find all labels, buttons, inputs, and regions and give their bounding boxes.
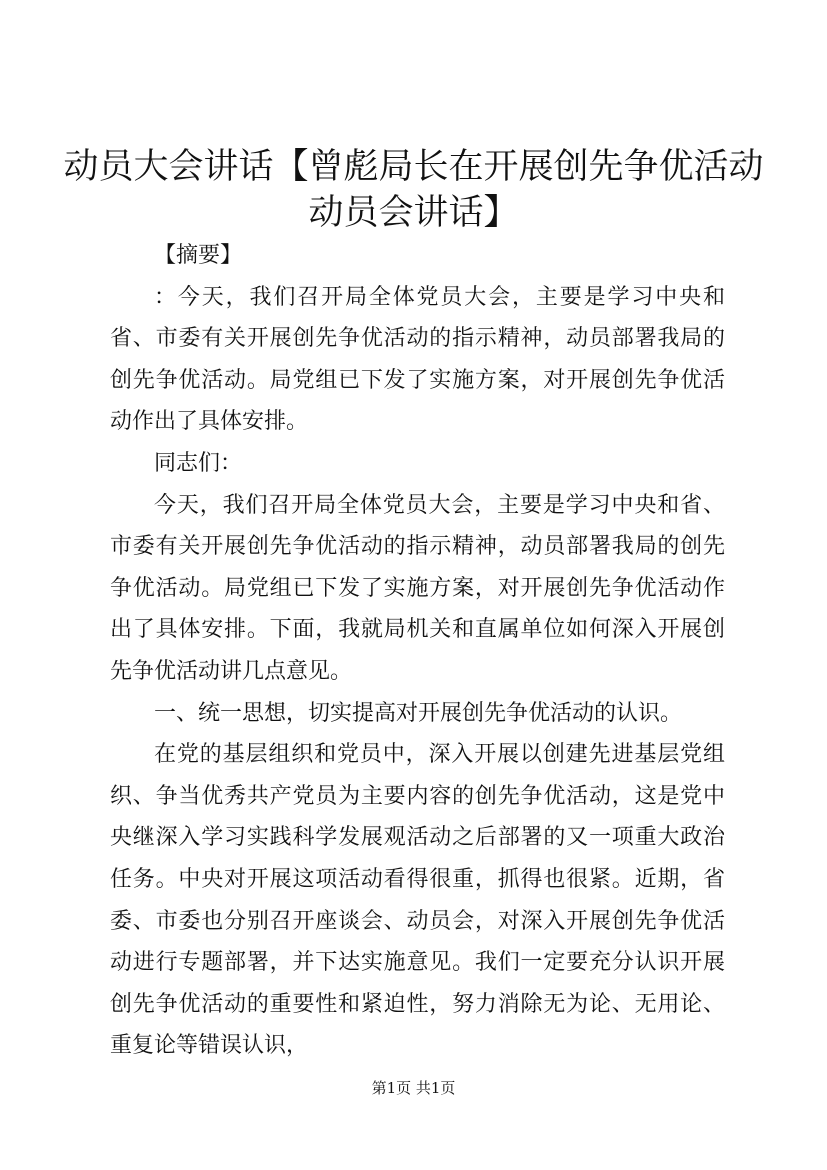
body-paragraph: 在党的基层组织和党员中，深入开展以创建先进基层党组织、争当优秀共产党员为主要内容的创先争优活动，这是党中央继深入学习实践科学发展观活动之后部署的又一项重大政治任务。中央对开展这项活动看得很重，抓得也很紧。近期，省委、市委也分别召开座谈会、动员会，对深入开展创先争优活动进行专题部署，并下达实施意见。我们一定要充分认识开展创先争优活动的重要性和紧迫性，努力消除无为论、无用论、重复论等错误认识， bbox=[110, 742, 725, 1059]
page-footer: 第1页 共1页 bbox=[371, 1079, 456, 1097]
title-line-1: 动员大会讲话【曾彪局长在开展创先争优活动 bbox=[63, 147, 764, 187]
body-paragraph: 今天，我们召开局全体党员大会，主要是学习中央和省、市委有关开展创先争优活动的指示精神，动员部署我局的创先争优活动。局党组已下发了实施方案，对开展创先争优活动作出了具体安排。下面，我就局机关和直属单位如何深入开展创先争优活动讲几点意见。 bbox=[110, 492, 725, 684]
salutation: 同志们： bbox=[154, 450, 243, 476]
document-body bbox=[110, 235, 725, 1067]
document-title bbox=[60, 144, 767, 236]
summary-paragraph: ：今天，我们召开局全体党员大会，主要是学习中央和省、市委有关开展创先争优活动的指示精神，动员部署我局的创先争优活动。局党组已下发了实施方案，对开展创先争优活动作出了具体安排。 bbox=[110, 284, 725, 435]
title-line-2: 动员会讲话】 bbox=[308, 193, 519, 233]
section-heading: 一、统一思想，切实提高对开展创先争优活动的认识。 bbox=[154, 700, 683, 726]
summary-heading: 【摘要】 bbox=[154, 243, 243, 268]
